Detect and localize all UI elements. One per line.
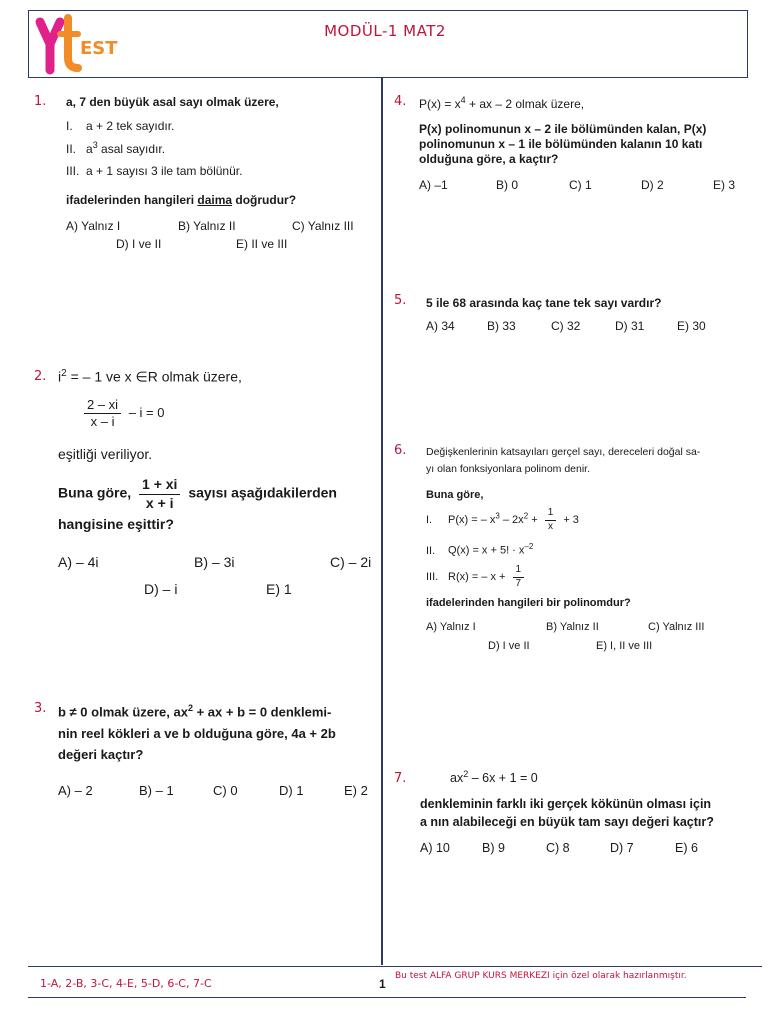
- option-a[interactable]: A) 34: [426, 319, 455, 333]
- question-6-statement-1: I. P(x) = – $x^3 - 2x^2$ + $\frac{1}{x}$ + 3: [426, 507, 579, 532]
- question-1-ask: ifadelerinden hangileri daima doğrudur?: [66, 193, 297, 207]
- question-2-condition: $i^2$ = – 1 ve x ∈R olmak üzere,: [58, 368, 242, 385]
- header-frame: [28, 10, 748, 78]
- option-a[interactable]: A) Yalnız I: [66, 219, 121, 233]
- option-b[interactable]: B) Yalnız II: [178, 219, 236, 233]
- page-title: MODÜL-1 MAT2: [324, 22, 446, 40]
- option-c[interactable]: C) 8: [546, 841, 570, 855]
- option-d[interactable]: D) I ve II: [116, 237, 162, 251]
- question-6-line1: Değişkenlerinin katsayıları gerçel sayı, dereceleri doğal sa-: [426, 446, 701, 458]
- option-a[interactable]: A) Yalnız I: [426, 621, 476, 633]
- question-3-line2: nin reel kökleri a ve b olduğuna göre, 4a + 2b: [58, 726, 336, 741]
- question-4-line3: polinomunun x – 1 ile bölümünden kalanın 10 katı: [419, 137, 703, 151]
- question-2-equation: $\frac{2 - xi}{x - i}$ – i = 0: [80, 397, 164, 431]
- question-2-number: 2.: [34, 369, 47, 384]
- question-6-line2: yı olan fonksiyonlara polinom denir.: [426, 463, 591, 475]
- option-c[interactable]: C) 0: [213, 783, 238, 798]
- question-1-statement-1: I. a + 2 tek sayıdır.: [66, 119, 175, 133]
- question-1-statement-3: III. a + 1 sayısı 3 ile tam bölünür.: [66, 164, 243, 178]
- answer-key: 1-A, 2-B, 3-C, 4-E, 5-D, 6-C, 7-C: [40, 977, 212, 990]
- question-5-number: 5.: [394, 293, 407, 308]
- question-3-line1: b ≠ 0 olmak üzere, $ax^2$ + ax + b = 0 denklemi-: [58, 703, 332, 720]
- option-b[interactable]: B) – 1: [139, 783, 174, 798]
- option-b[interactable]: B) – 3i: [194, 554, 235, 570]
- option-e[interactable]: E) I, II ve III: [596, 640, 653, 652]
- question-1-statement-2: II. $a^3$ asal sayıdır.: [66, 140, 166, 156]
- option-d[interactable]: D) 1: [279, 783, 304, 798]
- question-6-statement-3: III. R(x) = – x + $\frac{1}{7}$: [426, 564, 528, 590]
- ytest-logo: [34, 14, 134, 76]
- option-e[interactable]: E) 2: [344, 783, 368, 798]
- option-e[interactable]: E) II ve III: [236, 237, 288, 251]
- question-7-line1: denkleminin farklı iki gerçek kökünün olması için: [420, 797, 712, 811]
- option-c[interactable]: C) 1: [569, 178, 592, 192]
- page-number: 1: [379, 977, 386, 991]
- option-a[interactable]: A) 10: [420, 841, 450, 855]
- question-3-number: 3.: [34, 701, 47, 716]
- question-4-line2: P(x) polinomunun x – 2 ile bölümünden kalan, P(x): [419, 122, 707, 136]
- question-3-line3: değeri kaçtır?: [58, 747, 144, 762]
- question-6-ask: ifadelerinden hangileri bir polinomdur?: [426, 597, 631, 609]
- option-a[interactable]: A) – 2: [58, 783, 93, 798]
- option-e[interactable]: E) 3: [713, 178, 736, 192]
- option-e[interactable]: E) 30: [677, 319, 706, 333]
- svg-text:EST: EST: [80, 38, 118, 59]
- option-b[interactable]: B) Yalnız II: [546, 621, 599, 633]
- option-a[interactable]: A) –1: [419, 178, 448, 192]
- option-c[interactable]: C) Yalnız III: [292, 219, 354, 233]
- question-7-line2: a nın alabileceği en büyük tam sayı değeri kaçtır?: [420, 815, 714, 829]
- option-d[interactable]: D) 31: [615, 319, 645, 333]
- question-7-equation: $ax^2 - 6x + 1 = 0$: [450, 769, 538, 786]
- question-2-given: eşitliği veriliyor.: [58, 446, 153, 462]
- question-6-line3: Buna göre,: [426, 489, 484, 501]
- option-d[interactable]: D) 2: [641, 178, 664, 192]
- question-5-stem: 5 ile 68 arasında kaç tane tek sayı vardır?: [426, 296, 662, 310]
- question-6-number: 6.: [394, 443, 407, 458]
- option-e[interactable]: E) 6: [675, 841, 698, 855]
- option-d[interactable]: D) I ve II: [488, 640, 530, 652]
- footer-rule: [28, 966, 762, 967]
- option-b[interactable]: B) 33: [487, 319, 516, 333]
- option-b[interactable]: B) 0: [496, 178, 519, 192]
- question-7-number: 7.: [394, 771, 407, 786]
- option-d[interactable]: D) – i: [144, 581, 178, 597]
- question-4-line4: olduğuna göre, a kaçtır?: [419, 152, 559, 166]
- question-6-statement-2: II. Q(x) = x + 5! · $x^{-2}$: [426, 542, 534, 557]
- option-a[interactable]: A) – 4i: [58, 554, 99, 570]
- column-divider: [381, 77, 383, 965]
- option-d[interactable]: D) 7: [610, 841, 634, 855]
- question-2-ask-line2: hangisine eşittir?: [58, 516, 174, 532]
- question-4-line1: $P(x) = x^4$ + ax – 2 olmak üzere,: [419, 95, 585, 111]
- option-c[interactable]: C) – 2i: [330, 554, 372, 570]
- option-c[interactable]: C) 32: [551, 319, 581, 333]
- option-c[interactable]: C) Yalnız III: [648, 621, 705, 633]
- question-2-ask: Buna göre, $\frac{1 + xi}{x + i}$ sayısı aşağıdakilerden: [58, 476, 337, 511]
- footer-note: Bu test ALFA GRUP KURS MERKEZI için özel olarak hazırlanmıştır.: [395, 971, 687, 981]
- option-b[interactable]: B) 9: [482, 841, 505, 855]
- question-1-stem: a, 7 den büyük asal sayı olmak üzere,: [66, 95, 279, 109]
- option-e[interactable]: E) 1: [266, 581, 292, 597]
- footer-bottom-rule: [28, 997, 746, 998]
- question-1-number: 1.: [34, 94, 47, 109]
- question-4-number: 4.: [394, 94, 407, 109]
